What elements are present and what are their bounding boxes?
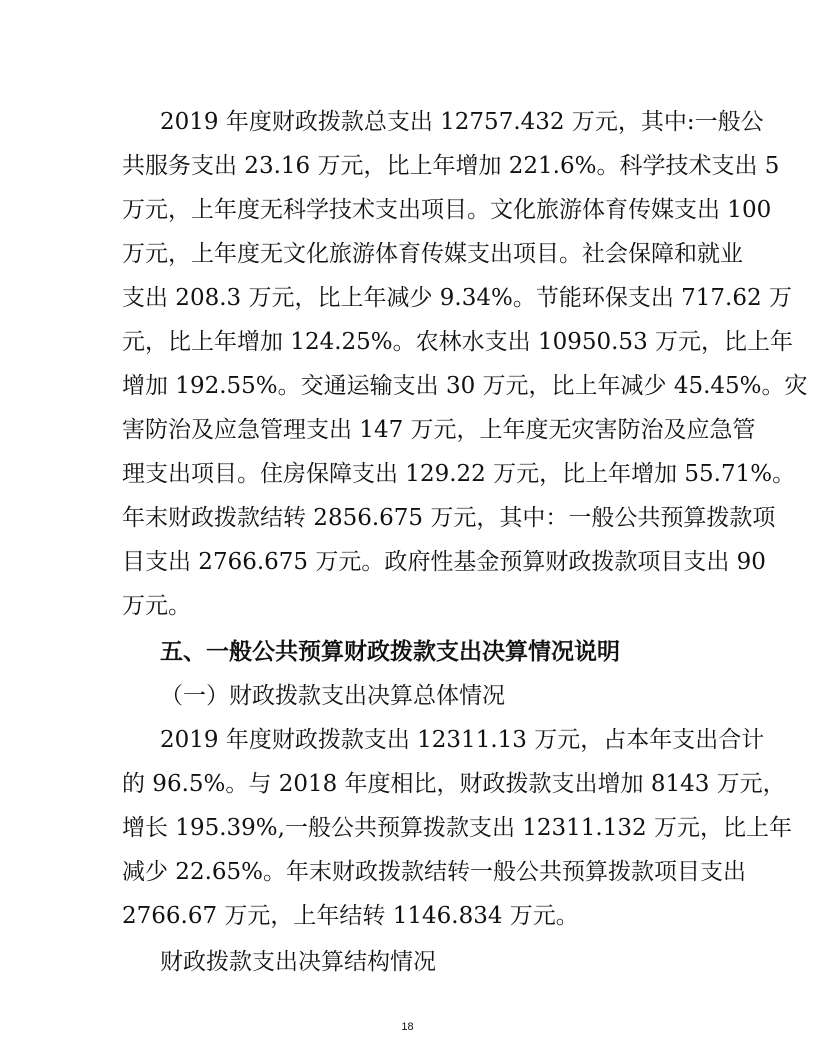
paragraph-line: 目支出 2766.675 万元。政府性基金预算财政拨款项目支出 90 — [122, 549, 766, 575]
paragraph-line: 支出 208.3 万元，比上年减少 9.34%。节能环保支出 717.62 万 — [122, 285, 792, 311]
structure-heading: 财政拨款支出决算结构情况 — [160, 949, 436, 975]
paragraph-line: 理支出项目。住房保障支出 129.22 万元，比上年增加 55.71%。 — [122, 461, 796, 487]
paragraph-line: 年末财政拨款结转 2856.675 万元，其中：一般公共预算拨款项 — [122, 505, 776, 531]
section-heading: 五、一般公共预算财政拨款支出决算情况说明 — [160, 639, 620, 665]
paragraph-line: 元，比上年增加 124.25%。农林水支出 10950.53 万元，比上年 — [122, 329, 794, 355]
paragraph-line: 减少 22.65%。年末财政拨款结转一般公共预算拨款项目支出 — [122, 859, 747, 885]
page-number: 18 — [401, 1021, 414, 1033]
paragraph-line: 2766.67 万元，上年结转 1146.834 万元。 — [122, 903, 579, 929]
paragraph-line: 万元。 — [122, 593, 191, 619]
paragraph-line: 共服务支出 23.16 万元，比上年增加 221.6%。科学技术支出 5 — [122, 153, 780, 179]
paragraph-line: 增长 195.39%,一般公共预算拨款支出 12311.132 万元，比上年 — [122, 815, 792, 841]
paragraph-line: 万元，上年度无科学技术支出项目。文化旅游体育传媒支出 100 — [122, 197, 772, 223]
paragraph-line: 2019 年度财政拨款总支出 12757.432 万元，其中:一般公 — [160, 109, 764, 135]
subsection-heading: （一）财政拨款支出决算总体情况 — [160, 683, 505, 709]
paragraph-line: 害防治及应急管理支出 147 万元，上年度无灾害防治及应急管 — [122, 417, 756, 443]
paragraph-line: 增加 192.55%。交通运输支出 30 万元，比上年减少 45.45%。灾 — [122, 373, 808, 399]
paragraph-line: 万元，上年度无文化旅游体育传媒支出项目。社会保障和就业 — [122, 241, 743, 267]
paragraph-line: 2019 年度财政拨款支出 12311.13 万元，占本年支出合计 — [160, 727, 765, 753]
paragraph-line: 的 96.5%。与 2018 年度相比，财政拨款支出增加 8143 万元， — [122, 771, 786, 797]
